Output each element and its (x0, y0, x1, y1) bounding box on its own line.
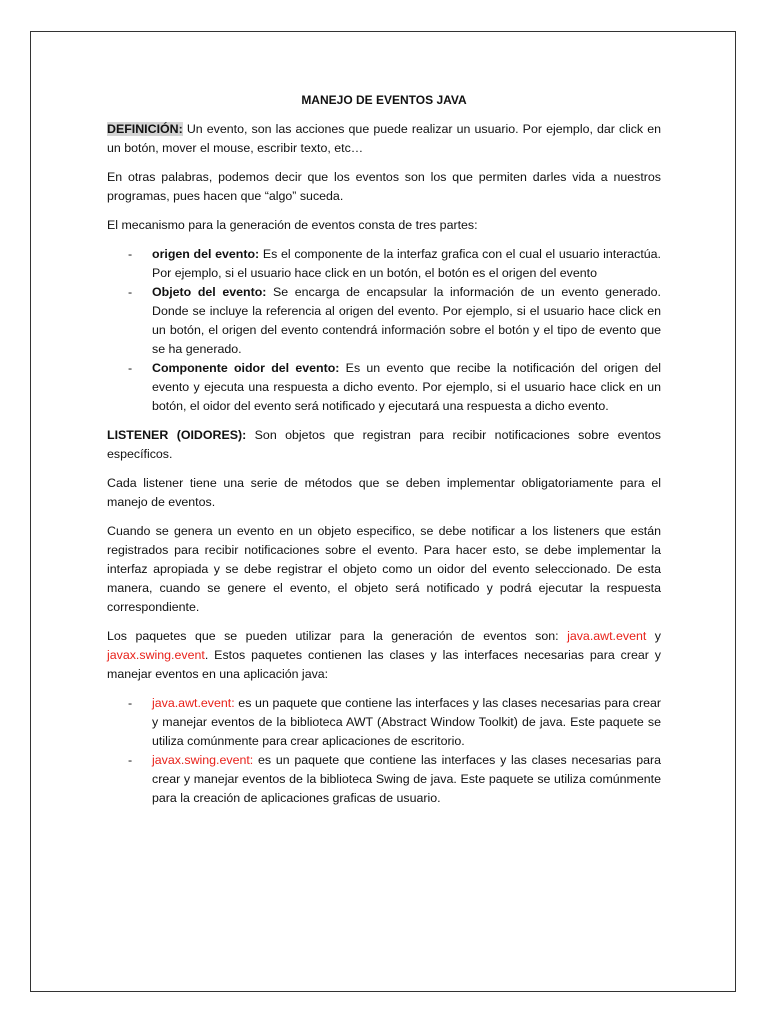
paquetes-rest: . Estos paquetes contienen las clases y las interfaces necesarias para crear y manejar eventos en una aplicación java: (107, 648, 661, 681)
paquetes-paragraph (107, 627, 661, 684)
mecanismo-paragraph: El mecanismo para la generación de eventos consta de tres partes: (107, 218, 478, 232)
list-item-term: Componente oidor del evento: (152, 361, 340, 375)
list-item (152, 245, 661, 283)
listener-label: LISTENER (OIDORES): (107, 428, 247, 442)
list-item (152, 359, 661, 416)
paquetes-list (107, 694, 661, 808)
list-item-text: es un paquete que contiene las interfaces y las clases necesarias para crear y manejar eventos de la biblioteca AWT (Abstract Window Toolkit) de java. Este paquete se utiliza comúnmente para crear aplicaciones de escritorio. (152, 696, 661, 748)
cada-listener-paragraph: Cada listener tiene una serie de métodos que se deben implementar obligatoriamente para el manejo de eventos. (107, 476, 661, 509)
definicion-label: DEFINICIÓN: (107, 122, 183, 136)
list-item-term: origen del evento: (152, 247, 260, 261)
cuando-paragraph: Cuando se genera un evento en un objeto especifico, se debe notificar a los listeners que están registrados para recibir notificaciones sobre el evento. Para hacer esto, se debe implementar la interfaz apropiada y se debe registrar el objeto como un oidor del evento seleccionado. De esta manera, cuando se genere el evento, el objeto será notificado y podrá ejecutar la respuesta correspondiente. (107, 524, 661, 614)
list-item-package: javax.swing.event: (152, 753, 254, 767)
paquetes-and: y (646, 629, 661, 643)
list-item-text: Es el componente de la interfaz grafica con el cual el usuario interactúa. Por ejemplo, si el usuario hace click en un botón, el botón es el origen del evento (152, 247, 662, 280)
package-name-swing: javax.swing.event (107, 648, 205, 662)
listener-text: Son objetos que registran para recibir notificaciones sobre eventos específicos. (107, 428, 662, 461)
listener-paragraph (107, 426, 661, 464)
otras-palabras-paragraph: En otras palabras, podemos decir que los eventos son los que permiten darles vida a nuestros programas, pues hacen que “algo” suceda. (107, 170, 661, 203)
document-title: MANEJO DE EVENTOS JAVA (301, 93, 467, 107)
paquetes-intro: Los paquetes que se pueden utilizar para la generación de eventos son: (107, 629, 568, 643)
partes-list (107, 245, 661, 416)
list-item (152, 694, 661, 751)
package-name-awt: java.awt.event (567, 629, 647, 643)
list-item-text: Se encarga de encapsular la información de un evento generado. Donde se incluye la referencia al origen del evento. Por ejemplo, si el usuario hace click en un botón, el origen del evento contendrá información sobre el botón y el tipo de evento que se ha generado. (152, 285, 661, 356)
list-item-package: java.awt.event: (152, 696, 235, 710)
list-item-text: Es un evento que recibe la notificación del origen del evento y ejecuta una respuesta a dicho evento. Por ejemplo, si el usuario hace click en un botón, el oidor del evento será notificado y ejecutará una respuesta a dicho evento. (152, 361, 661, 413)
document-body (107, 91, 661, 818)
list-item (152, 283, 661, 359)
definicion-text: Un evento, son las acciones que puede realizar un usuario. Por ejemplo, dar click en un botón, mover el mouse, escribir texto, etc… (107, 122, 661, 155)
list-item-text: es un paquete que contiene las interfaces y las clases necesarias para crear y manejar eventos de la biblioteca Swing de java. Este paquete se utiliza comúnmente para la creación de aplicaciones graficas de usuario. (152, 753, 661, 805)
list-item-term: Objeto del evento: (152, 285, 267, 299)
definicion-paragraph (107, 120, 661, 158)
list-item (152, 751, 661, 808)
